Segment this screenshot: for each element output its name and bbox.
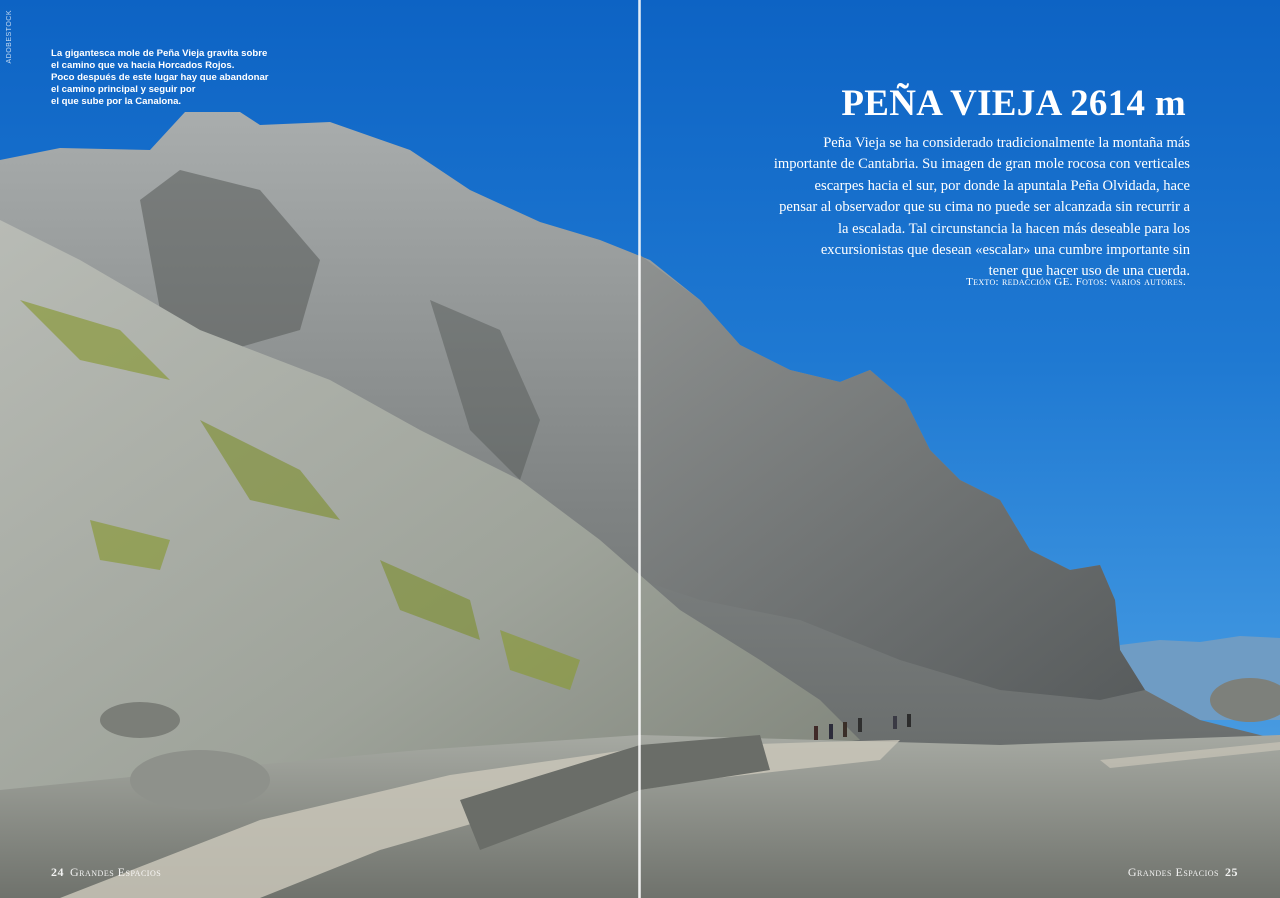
caption-line: el camino principal y seguir por	[51, 84, 196, 95]
page-number-right: 25	[1225, 865, 1238, 879]
intro-line: la escalada. Tal circunstancia la hacen más deseable para los	[837, 220, 1190, 237]
caption-line: La gigantesca mole de Peña Vieja gravita sobre	[51, 48, 268, 59]
caption-line: el que sube por la Canalona.	[51, 96, 182, 107]
boulder	[100, 702, 180, 738]
magazine-name-left: Grandes Espacios	[70, 865, 162, 879]
intro-line: pensar al observador que su cima no puede ser alcanzada sin recurrir a	[779, 199, 1190, 216]
page-gutter	[638, 0, 641, 898]
intro-line: excursionistas que desean «escalar» una cumbre importante sin	[820, 242, 1190, 259]
article-byline: Texto: redacción GE. Fotos: varios autores.	[966, 276, 1186, 288]
caption-line: Poco después de este lugar hay que abandonar	[51, 72, 269, 83]
magazine-name-right: Grandes Espacios	[1127, 865, 1219, 879]
intro-line: Peña Vieja se ha considerado tradicionalmente la montaña más	[823, 135, 1190, 151]
photo-caption	[51, 48, 281, 108]
intro-line: tener que hacer uso de una cuerda.	[988, 263, 1190, 280]
article-title: PEÑA VIEJA 2614 m	[841, 83, 1186, 124]
article-intro	[730, 133, 1190, 283]
intro-line: importante de Cantabria. Su imagen de gran mole rocosa con verticales	[773, 156, 1190, 173]
page-number-left: 24	[51, 865, 64, 879]
photo-credit: ADOBESTOCK	[6, 10, 13, 64]
caption-line: el camino que va hacia Horcados Rojos.	[51, 60, 235, 71]
folio-left	[51, 865, 161, 880]
intro-line: escarpes hacia el sur, por donde la apuntala Peña Olvidada, hace	[814, 177, 1190, 194]
boulder	[130, 750, 270, 810]
folio-right	[1128, 865, 1238, 880]
